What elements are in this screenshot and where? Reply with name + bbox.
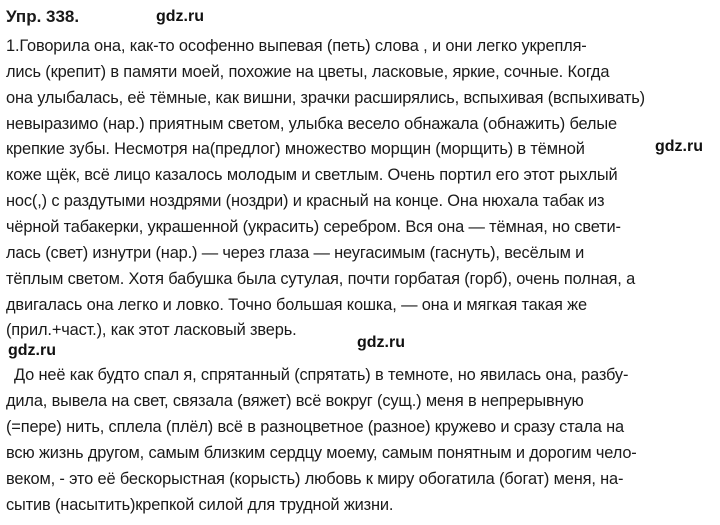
watermark-right: gdz.ru bbox=[655, 138, 703, 155]
text-line-11: двигалась она легко и ловко. Точно большая кошка, — она и мягкая такая же bbox=[6, 296, 587, 314]
text-line-13: До неё как будто спал я, спрятанный (спрятать) в темноте, но явилась она, разбу- bbox=[14, 366, 629, 384]
text-line-4: невыразимо (нар.) приятным светом, улыбка весело обнажала (обнажить) белые bbox=[6, 115, 617, 133]
text-line-18: сытив (насытить)крепкой силой для трудной жизни. bbox=[6, 496, 394, 514]
text-line-15: (=пере) нить, сплела (плёл) всё в разноцветное (разное) кружево и сразу стала на bbox=[6, 418, 624, 436]
exercise-title: Упр. 338. bbox=[6, 7, 80, 26]
text-line-7: нос(,) с раздутыми ноздрями (ноздри) и красный на конце. Она нюхала табак из bbox=[6, 192, 605, 210]
watermark-left: gdz.ru bbox=[8, 342, 56, 359]
text-line-17: веком, - это её бескорыстная (корысть) любовь к миру обогатила (богат) меня, на- bbox=[6, 470, 624, 488]
text-line-9: лась (свет) изнутри (нар.) — через глаза — неугасимым (гаснуть), весёлым и bbox=[6, 244, 585, 262]
text-line-5: крепкие зубы. Несмотря на(предлог) множество морщин (морщить) в тёмной bbox=[6, 140, 585, 158]
text-line-6: коже щёк, всё лицо казалось молодым и светлым. Очень портил его этот рыхлый bbox=[6, 166, 618, 184]
top-cut-mark bbox=[330, 0, 420, 5]
text-line-1: 1.Говорила она, как-то ософенно выпевая (петь) слова , и они легко укрепля- bbox=[6, 37, 587, 55]
text-line-10: тёплым светом. Хотя бабушка была сутулая, почти горбатая (горб), очень полная, а bbox=[6, 270, 636, 288]
watermark-top: gdz.ru bbox=[156, 8, 204, 25]
text-line-3: она улыбалась, её тёмные, как вишни, зрачки расширялись, вспыхивая (вспыхивать) bbox=[6, 89, 645, 107]
text-line-2: лись (крепит) в памяти моей, похожие на цветы, ласковые, яркие, сочные. Когда bbox=[6, 63, 610, 81]
text-line-16: всю жизнь другом, самым близким сердцу моему, самым понятным и дорогим чело- bbox=[6, 444, 637, 462]
watermark-center: gdz.ru bbox=[357, 334, 405, 351]
text-line-8: чёрной табакерки, украшенной (украсить) серебром. Вся она — тёмная, но свети- bbox=[6, 218, 621, 236]
text-line-12: (прил.+част.), как этот ласковый зверь. bbox=[6, 321, 297, 339]
text-line-14: дила, вывела на свет, связала (вяжет) всё вокруг (сущ.) меня в непрерывную bbox=[6, 392, 584, 410]
